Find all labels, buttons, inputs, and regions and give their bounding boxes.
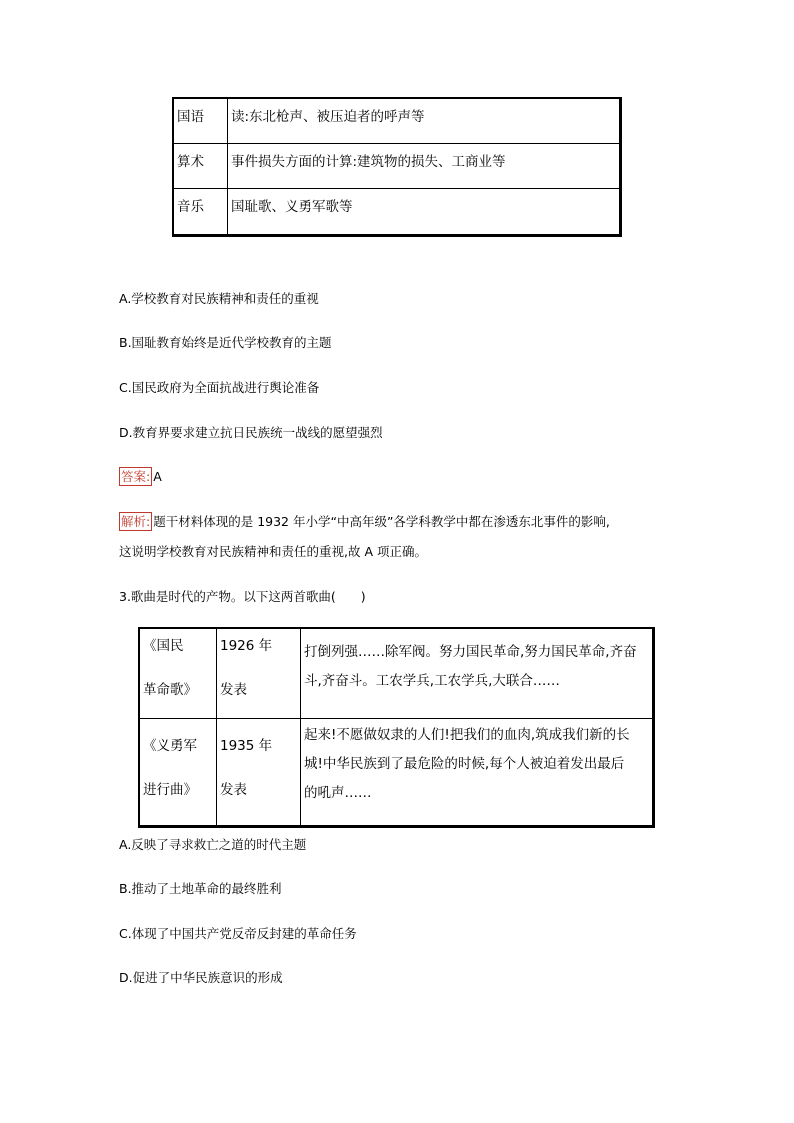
song-title-line: 进行曲》 (143, 781, 197, 798)
song-year-line: 1935 年 (220, 737, 273, 754)
table-row (173, 98, 621, 144)
subject-table (172, 97, 622, 237)
song-lyrics-line: 打倒列强……除军阀。努力国民革命,努力国民革命,齐奋 (304, 644, 637, 660)
subject-cell: 音乐 (173, 189, 228, 236)
option-d: D.教育界要求建立抗日民族统一战线的愿望强烈 (119, 425, 383, 440)
option-b: B.推动了土地革命的最终胜利 (119, 881, 282, 896)
song-title-line: 《义勇军 (143, 737, 197, 754)
content-cell: 国耻歌、义勇军歌等 (228, 189, 621, 236)
song-lyrics-cell (301, 718, 654, 827)
analysis-line-1 (119, 512, 610, 532)
answer-tag: 答案: (121, 469, 151, 484)
song-lyrics-line: 斗,齐奋斗。工农学兵,工农学兵,大联合…… (304, 673, 560, 689)
song-lyrics-line: 的吼声…… (304, 784, 372, 801)
song-title-cell (139, 718, 217, 827)
answer-line (119, 467, 162, 487)
song-year-cell (217, 718, 301, 827)
option-a: A.反映了寻求救亡之道的时代主题 (119, 837, 307, 852)
subject-cell: 国语 (173, 98, 228, 144)
table-row (173, 189, 621, 236)
option-a: A.学校教育对民族精神和责任的重视 (119, 291, 319, 306)
question-3-stem: 3.歌曲是时代的产物。以下这两首歌曲( ) (119, 589, 366, 604)
song-lyrics-cell (301, 628, 654, 718)
answer-value: A (153, 469, 162, 484)
song-year-line: 发表 (220, 682, 247, 698)
option-d: D.促进了中华民族意识的形成 (119, 970, 283, 985)
table-row (139, 628, 654, 718)
analysis-text-1: 题干材料体现的是 1932 年小学“中高年级”各学科教学中都在渗透东北事件的影响, (153, 514, 610, 529)
song-title-cell (139, 628, 217, 718)
analysis-tag: 解析: (121, 514, 151, 529)
song-title-line: 《国民 (143, 638, 184, 654)
song-lyrics-line: 起来!不愿做奴隶的人们!把我们的血肉,筑成我们新的长 (304, 726, 630, 743)
option-c: C.国民政府为全面抗战进行舆论准备 (119, 380, 320, 395)
song-year-line: 1926 年 (220, 638, 273, 654)
song-year-line: 发表 (220, 781, 247, 798)
songs-table (138, 627, 655, 828)
option-c: C.体现了中国共产党反帝反封建的革命任务 (119, 926, 357, 941)
song-title-line: 革命歌》 (143, 682, 197, 698)
subject-cell: 算术 (173, 144, 228, 189)
content-cell: 读:东北枪声、被压迫者的呼声等 (228, 98, 621, 144)
content-cell: 事件损失方面的计算:建筑物的损失、工商业等 (228, 144, 621, 189)
song-lyrics-line: 城!中华民族到了最危险的时候,每个人被迫着发出最后 (304, 755, 625, 772)
song-year-cell (217, 628, 301, 718)
analysis-line-2: 这说明学校教育对民族精神和责任的重视,故 A 项正确。 (119, 544, 427, 559)
table-row (173, 144, 621, 189)
table-row (139, 718, 654, 827)
option-b: B.国耻教育始终是近代学校教育的主题 (119, 335, 332, 350)
